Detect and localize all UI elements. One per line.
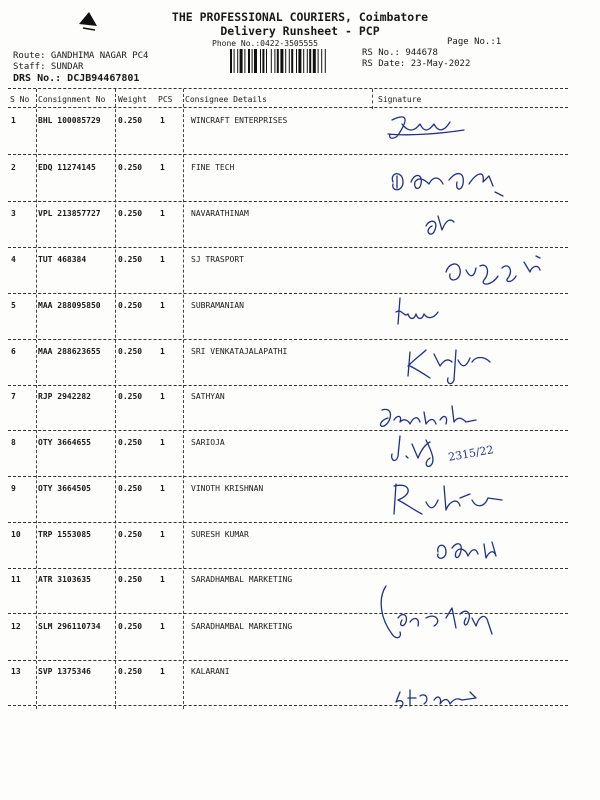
row-consignment-no: MAA 288095850 bbox=[38, 301, 101, 310]
row-consignment-no: SLM 296110734 bbox=[38, 622, 101, 631]
barcode-bar bbox=[289, 49, 290, 73]
row-separator bbox=[8, 154, 568, 155]
row-weight: 0.250 bbox=[118, 438, 143, 447]
phone-number: Phone No.:0422-3505555 bbox=[212, 39, 318, 48]
row-weight: 0.250 bbox=[118, 530, 143, 539]
col-consignment-header: Consignment No bbox=[38, 95, 106, 104]
row-consignee: FINE TECH bbox=[191, 163, 235, 172]
barcode-bar bbox=[325, 49, 326, 73]
barcode-bar bbox=[244, 49, 245, 73]
row-weight: 0.250 bbox=[118, 347, 143, 356]
row-sno: 7 bbox=[11, 392, 16, 401]
row-sno: 5 bbox=[11, 301, 16, 310]
row-sno: 12 bbox=[11, 622, 21, 631]
row-consignment-no: OTY 3664505 bbox=[38, 484, 91, 493]
staff-label: Staff: SUNDAR bbox=[13, 62, 84, 72]
row-separator bbox=[8, 430, 568, 431]
barcode-bar bbox=[274, 49, 275, 73]
row-consignee: SARADHAMBAL MARKETING bbox=[191, 575, 293, 584]
row-weight: 0.250 bbox=[118, 622, 143, 631]
company-title: THE PROFESSIONAL COURIERS, Coimbatore bbox=[171, 10, 429, 24]
barcode-bar bbox=[234, 49, 235, 73]
row-separator bbox=[8, 293, 568, 294]
row-weight: 0.250 bbox=[118, 255, 143, 264]
col-separator bbox=[183, 89, 184, 709]
row-pcs: 1 bbox=[160, 622, 165, 631]
row-weight: 0.250 bbox=[118, 163, 143, 172]
row-sno: 2 bbox=[11, 163, 16, 172]
col-consignee-header: Consignee Details bbox=[185, 95, 267, 104]
barcode-bar bbox=[285, 49, 286, 73]
row-weight: 0.250 bbox=[118, 575, 143, 584]
rs-date: RS Date: 23-May-2022 bbox=[362, 59, 471, 69]
row-pcs: 1 bbox=[160, 163, 165, 172]
row-consignment-no: OTY 3664655 bbox=[38, 438, 91, 447]
row-consignee: SARADHAMBAL MARKETING bbox=[191, 622, 293, 631]
row-pcs: 1 bbox=[160, 255, 165, 264]
row-sno: 8 bbox=[11, 438, 16, 447]
row-separator bbox=[8, 568, 568, 569]
row-separator bbox=[8, 705, 568, 706]
col-separator bbox=[372, 89, 373, 109]
row-consignment-no: SVP 1375346 bbox=[38, 667, 91, 676]
row-weight: 0.250 bbox=[118, 667, 143, 676]
barcode-bar bbox=[280, 49, 283, 73]
col-pcs-header: PCS bbox=[158, 95, 173, 104]
row-consignment-no: TUT 468384 bbox=[38, 255, 87, 264]
row-pcs: 1 bbox=[160, 667, 165, 676]
row-separator bbox=[8, 476, 568, 477]
row-pcs: 1 bbox=[160, 301, 165, 310]
row-weight: 0.250 bbox=[118, 484, 143, 493]
header-top-rule bbox=[8, 88, 568, 89]
barcode-bar bbox=[252, 49, 253, 73]
document-subtitle: Delivery Runsheet - PCP bbox=[220, 24, 380, 38]
row-sno: 1 bbox=[11, 116, 16, 125]
barcode-bar bbox=[230, 49, 232, 73]
row-consignee: SURESH KUMAR bbox=[191, 530, 249, 539]
row-sno: 4 bbox=[11, 255, 16, 264]
row-consignment-no: TRP 1553085 bbox=[38, 530, 91, 539]
row-separator bbox=[8, 522, 568, 523]
row-consignee: SATHYAN bbox=[191, 392, 225, 401]
row-consignment-no: RJP 2942282 bbox=[38, 392, 91, 401]
rs-number: RS No.: 944678 bbox=[362, 48, 438, 58]
barcode-bar bbox=[248, 49, 250, 73]
row-sno: 11 bbox=[11, 575, 21, 584]
row-separator bbox=[8, 660, 568, 661]
row-pcs: 1 bbox=[160, 347, 165, 356]
barcode-bar bbox=[291, 49, 293, 73]
row-pcs: 1 bbox=[160, 530, 165, 539]
row-consignee: NAVARATHINAM bbox=[191, 209, 249, 218]
row-separator bbox=[8, 247, 568, 248]
row-sno: 3 bbox=[11, 209, 16, 218]
signature-row-10 bbox=[428, 536, 508, 566]
barcode-bar bbox=[277, 49, 279, 73]
row-sno: 6 bbox=[11, 347, 16, 356]
barcode-bar bbox=[296, 49, 297, 73]
row-consignee: SRI VENKATAJALAPATHI bbox=[191, 347, 288, 356]
barcode-bar bbox=[298, 49, 301, 73]
row-weight: 0.250 bbox=[118, 116, 143, 125]
barcode-bar bbox=[254, 49, 257, 73]
signature-row-4 bbox=[440, 252, 550, 292]
barcode-bar bbox=[266, 49, 267, 73]
signature-row-7 bbox=[372, 402, 482, 432]
row-consignment-no: VPL 213857727 bbox=[38, 209, 101, 218]
barcode-bar bbox=[313, 49, 316, 73]
col-weight-header: Weight bbox=[118, 95, 147, 104]
row-pcs: 1 bbox=[160, 209, 165, 218]
route-label: Route: GANDHIMA NAGAR PC4 bbox=[13, 51, 149, 61]
signature-row-8 bbox=[386, 432, 446, 470]
barcode-bar bbox=[318, 49, 319, 73]
barcode-bar bbox=[309, 49, 311, 73]
col-separator bbox=[115, 89, 116, 709]
row-sno: 10 bbox=[11, 530, 21, 539]
row-consignee: KALARANI bbox=[191, 667, 230, 676]
col-sno-header: S No bbox=[10, 95, 30, 104]
row-pcs: 1 bbox=[160, 575, 165, 584]
row-consignment-no: BHL 100085729 bbox=[38, 116, 101, 125]
col-signature-header: Signature bbox=[378, 95, 422, 104]
signature-row-13 bbox=[392, 684, 482, 712]
page-number: Page No.:1 bbox=[447, 37, 502, 47]
col-separator bbox=[36, 89, 37, 709]
row-consignment-no: EDQ 11274145 bbox=[38, 163, 96, 172]
row-pcs: 1 bbox=[160, 484, 165, 493]
row-pcs: 1 bbox=[160, 438, 165, 447]
row-weight: 0.250 bbox=[118, 392, 143, 401]
row-consignment-no: MAA 288623655 bbox=[38, 347, 101, 356]
barcode-bar bbox=[237, 49, 238, 73]
signature-row-2 bbox=[385, 162, 515, 202]
signature-row-9 bbox=[388, 480, 508, 522]
barcode-bar bbox=[321, 49, 322, 73]
row-consignment-no: ATR 3103635 bbox=[38, 575, 91, 584]
row-pcs: 1 bbox=[160, 116, 165, 125]
row-sno: 9 bbox=[11, 484, 16, 493]
row-consignee: WINCRAFT ENTERPRISES bbox=[191, 116, 288, 125]
row-consignee: SARIOJA bbox=[191, 438, 225, 447]
drs-number: DRS No.: DCJB94467801 bbox=[13, 73, 140, 84]
barcode-bar bbox=[307, 49, 308, 73]
signature-row-11-12 bbox=[376, 578, 506, 648]
barcode-bar bbox=[260, 49, 261, 73]
row-consignee: SUBRAMANIAN bbox=[191, 301, 244, 310]
header-bottom-rule bbox=[8, 107, 568, 108]
barcode-bar bbox=[303, 49, 304, 73]
row-sno: 13 bbox=[11, 667, 21, 676]
row-pcs: 1 bbox=[160, 392, 165, 401]
barcode-bar bbox=[240, 49, 243, 73]
signature-row-1 bbox=[378, 110, 468, 150]
handwritten-date: 2315/22 bbox=[447, 443, 495, 464]
barcode-bar bbox=[271, 49, 272, 73]
barcode bbox=[230, 49, 360, 73]
barcode-bar bbox=[262, 49, 264, 73]
row-consignee: VINOTH KRISHNAN bbox=[191, 484, 264, 493]
row-separator bbox=[8, 339, 568, 340]
signature-row-3 bbox=[420, 208, 460, 242]
row-weight: 0.250 bbox=[118, 301, 143, 310]
signature-row-6 bbox=[400, 342, 510, 386]
row-consignee: SJ TRASPORT bbox=[191, 255, 244, 264]
row-weight: 0.250 bbox=[118, 209, 143, 218]
signature-row-5 bbox=[392, 294, 442, 330]
